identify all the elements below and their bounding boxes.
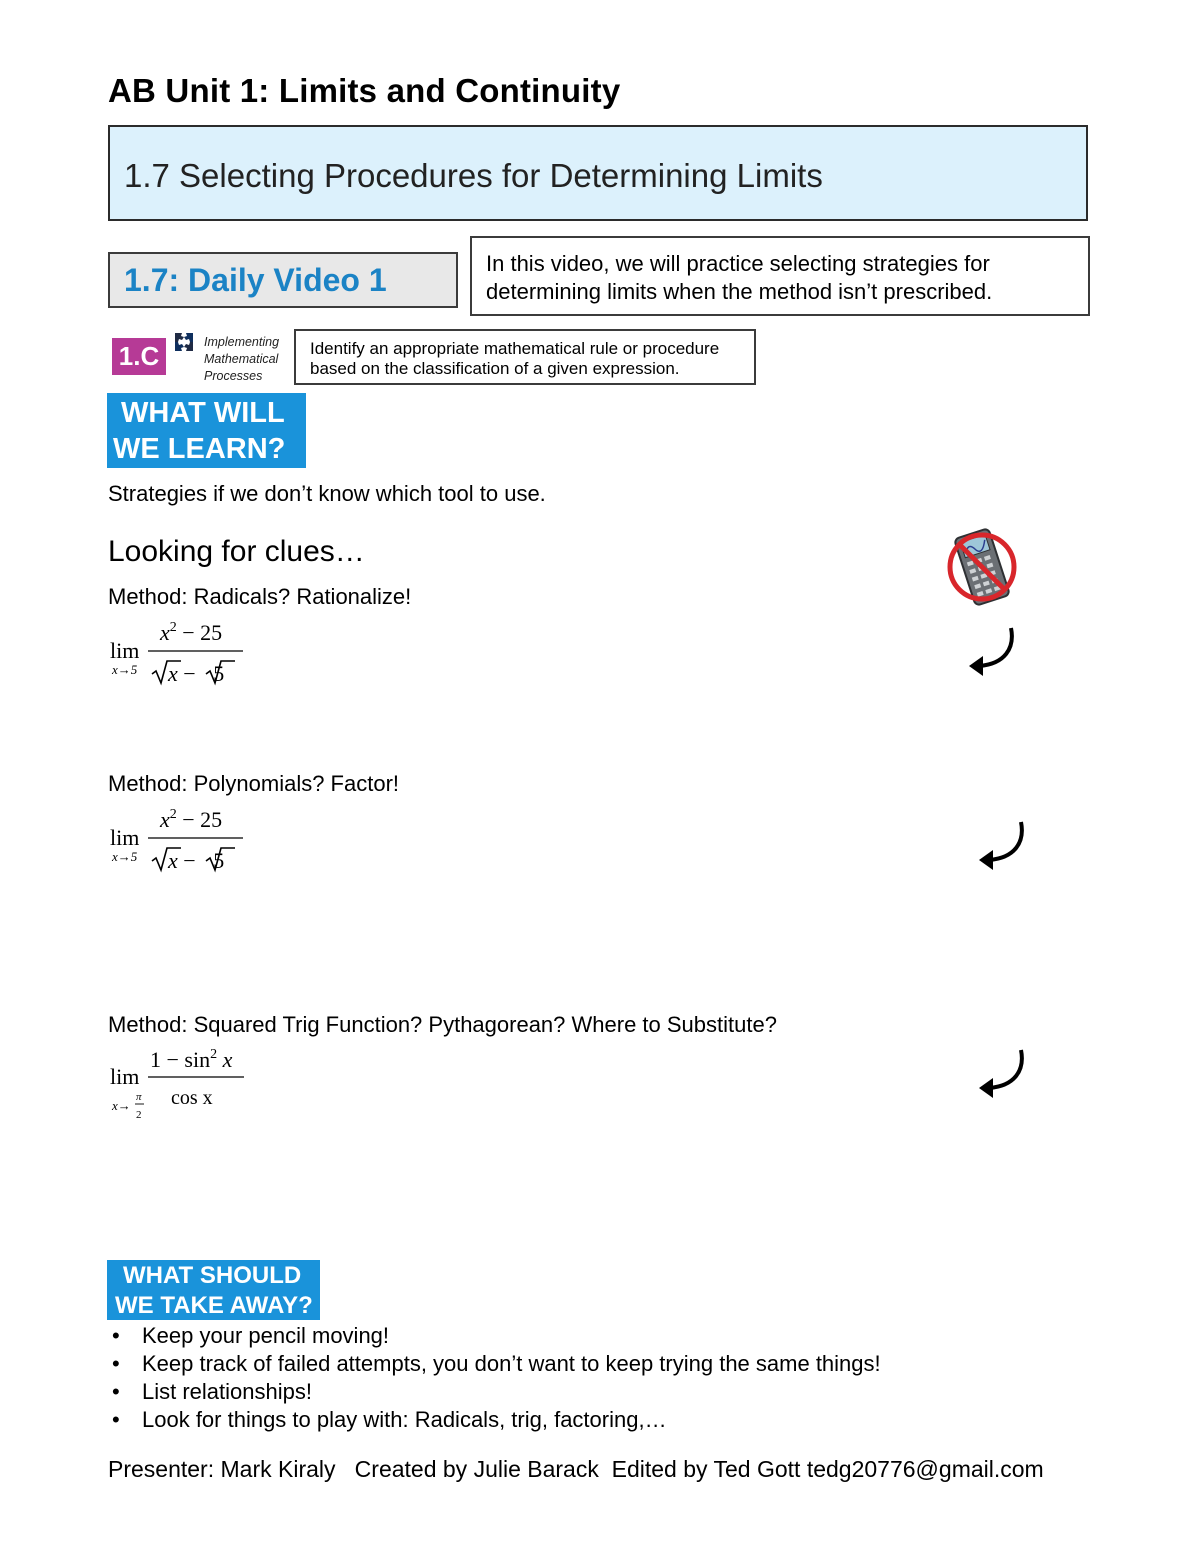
num-rest: − 25 (176, 620, 223, 645)
method-label: Method: Radicals? Rationalize! (108, 584, 412, 609)
denominator (167, 661, 224, 686)
limit-expression (108, 1040, 258, 1130)
numerator (159, 807, 222, 832)
daily-video-box (108, 252, 458, 308)
lim-subscript: x→5 (112, 849, 138, 864)
den-a: x (168, 848, 178, 873)
limit-expression (108, 799, 253, 881)
curved-arrow-icon (975, 818, 1031, 874)
lesson-title: 1.7 Selecting Procedures for Determining Limits (124, 157, 823, 194)
takeaway-tag-line: WHAT SHOULD (123, 1262, 302, 1289)
skill-description-box (294, 329, 756, 385)
denominator (167, 848, 224, 873)
denominator: cos x (171, 1087, 213, 1109)
video-intro-box (470, 236, 1090, 316)
lesson-title-box (108, 125, 1088, 221)
learn-tag-line: WE LEARN? (113, 433, 286, 465)
lim-subscript-den: 2 (136, 1109, 142, 1121)
num-pre: 1 − sin (150, 1047, 211, 1072)
what-should-we-take-away-tag (107, 1260, 320, 1320)
daily-video-label: 1.7: Daily Video 1 (124, 262, 387, 298)
lim-text: lim (110, 638, 140, 663)
num-exponent: 2 (169, 807, 177, 822)
clues-heading: Looking for clues… (108, 535, 365, 568)
list-item: • Look for things to play with: Radicals, trig, factoring,… (108, 1406, 881, 1434)
lim-text: lim (110, 825, 140, 850)
den-a: x (168, 661, 178, 686)
learn-summary: Strategies if we don’t know which tool to use. (108, 481, 546, 506)
lim-subscript-num: π (136, 1091, 142, 1103)
puzzle-icon (173, 331, 195, 353)
num-base: x (160, 807, 170, 832)
numerator (159, 620, 222, 645)
num-exponent: 2 (210, 1047, 218, 1062)
list-item: • List relationships! (108, 1378, 881, 1406)
num-exponent: 2 (169, 620, 177, 635)
numerator (150, 1047, 233, 1072)
curved-arrow-icon (975, 1046, 1031, 1102)
lim-subscript: x→ (112, 1098, 131, 1113)
skill-badge: 1.C (112, 338, 166, 375)
den-mid: − (177, 661, 202, 686)
num-base: x (160, 620, 170, 645)
learn-tag-line: WHAT WILL (121, 397, 285, 429)
den-b: 5 (213, 661, 225, 686)
den-b: 5 (213, 848, 225, 873)
skill-category-line: Implementing (204, 335, 280, 349)
skill-category-line: Mathematical (204, 352, 279, 366)
limit-expression (108, 612, 253, 694)
no-calculator-icon (944, 526, 1020, 608)
skill-category-line: Processes (204, 369, 263, 383)
method-label: Method: Polynomials? Factor! (108, 771, 400, 796)
takeaway-tag-line: WE TAKE AWAY? (115, 1292, 313, 1319)
num-rest: − 25 (176, 807, 223, 832)
credits-footer: Presenter: Mark Kiraly Created by Julie Barack Edited by Ted Gott tedg20776@gmail.com (108, 1456, 1044, 1482)
list-item: • Keep your pencil moving! (108, 1322, 881, 1350)
what-will-we-learn-tag (107, 393, 306, 468)
curved-arrow-icon (965, 624, 1021, 680)
num-var: x (217, 1047, 233, 1072)
lim-subscript: x→5 (112, 662, 138, 677)
skill-description: Identify an appropriate mathematical rule or procedure based on the classification of a given expression. (310, 339, 720, 378)
method-label: Method: Squared Trig Function? Pythagorean? Where to Substitute? (108, 1012, 777, 1037)
skill-category (204, 334, 279, 385)
lim-text: lim (110, 1064, 140, 1089)
unit-title: AB Unit 1: Limits and Continuity (108, 72, 621, 109)
den-mid: − (177, 848, 202, 873)
video-intro-text: In this video, we will practice selecting strategies for determining limits when the method isn’t prescribed. (486, 251, 993, 304)
list-item: • Keep track of failed attempts, you don’t want to keep trying the same things! (108, 1350, 881, 1378)
takeaway-list (108, 1322, 881, 1434)
